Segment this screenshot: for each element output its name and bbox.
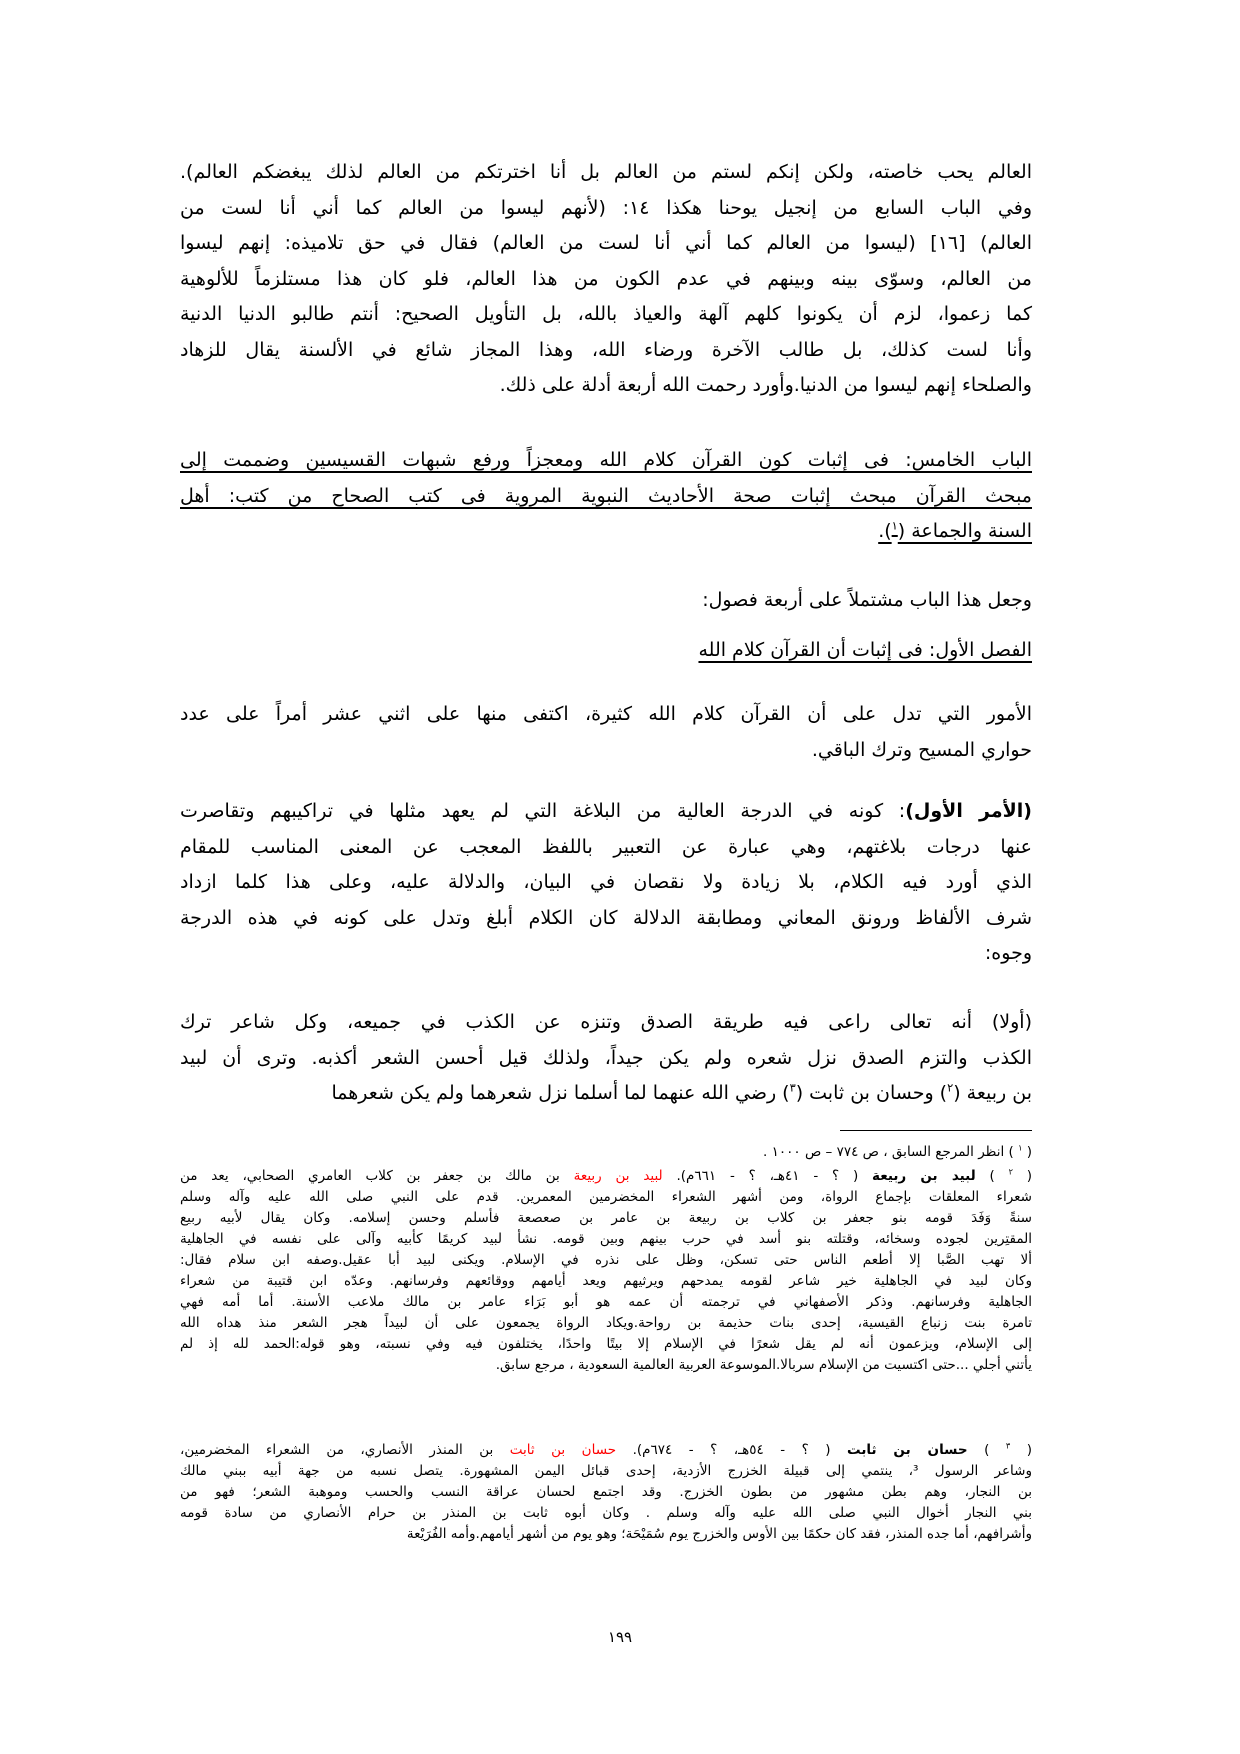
- text-segment: الفصل الأول: فى إثبات أن القرآن كلام الله: [698, 639, 1032, 661]
- text-line: [180, 368, 1032, 404]
- text-segment: حواري المسيح وترك الباقي.: [811, 738, 1032, 761]
- bold-term: (الأمر الأول): [905, 800, 1032, 822]
- text-segment: (: [1012, 1168, 1032, 1184]
- text-segment: وفي الباب السابع من إنجيل يوحنا هكذا ١٤: (لأنهم ليسوا من العالم كما أني أنا لست من: [180, 196, 1032, 219]
- text-line: [180, 1334, 1032, 1355]
- text-segment: كما زعموا، لزم أن يكونوا كلهم آلهة والعياذ بالله، بل التأويل الصحيح: أنتم طالبو الدنيا الدنية: [180, 303, 1032, 325]
- section-heading: [180, 633, 1032, 669]
- text-segment: ): [967, 1442, 1006, 1458]
- footnote-marker: ١: [1018, 1142, 1023, 1153]
- text-segment: يأتني أجلي ...حتى اكتسيت من الإسلام سربالا.الموسوعة العربية العالمية السعودية ، مرجع سابق.: [495, 1357, 1032, 1373]
- text-line: [180, 514, 1032, 550]
- text-line: [180, 443, 1032, 479]
- text-line: [180, 191, 1032, 227]
- text-segment: وكان لبيد في الجاهلية خير شاعر لقومه يمدحهم ويرثيهم ويعد أيامهم ووقائعهم وفرسانهم. وعدّه ابن قتيبة من شعراء: [180, 1273, 1032, 1289]
- text-segment: العالم يحب خاصته، ولكن إنكم لستم من العالم بل أنا اخترتكم من العالم لذلك يبغضكم العالم).: [180, 161, 1032, 183]
- paragraph-firstly: [180, 1005, 1032, 1112]
- text-line: [180, 865, 1032, 901]
- text-line: [180, 794, 1032, 830]
- text-segment: إلى الإسلام، ويزعمون أنه لم يقل شعرًا في الإسلام إلا بيتًا واحدًا، يختلفون فيه وفي نسبته، وهو قوله:الحمد لله إذ لم: [180, 1336, 1032, 1352]
- text-line: [180, 1208, 1032, 1229]
- text-line: [180, 155, 1032, 191]
- text-line: [180, 1524, 1032, 1545]
- text-segment: ألا تهب الصَّبا إلا أطعم الناس حتى تسكن، وظل على نذره في الإسلام. ويكنى لبيد أبا عقيل.وصفه ابن سلام فقال:: [180, 1252, 1032, 1268]
- text-line: [180, 733, 1032, 769]
- text-segment: : كونه في الدرجة العالية من البلاغة التي لم يعهد مثلها في تراكيبهم وتقاصرت: [180, 800, 906, 822]
- text-line: [180, 1482, 1032, 1503]
- text-line: [180, 633, 1032, 669]
- text-segment: بن ربيعة (: [953, 1082, 1032, 1104]
- text-line: [180, 1076, 1032, 1112]
- text-line: [180, 1355, 1032, 1376]
- text-line: [180, 1187, 1032, 1208]
- text-segment: شرف الألفاظ ورونق المعاني ومطابقة الدلالة كان الكلام أبلغ وتدل على كونه في هذه الدرجة: [180, 906, 1032, 929]
- footnote-2: [180, 1166, 1032, 1376]
- text-segment: ( ؟ - ٤١هـ، ؟ - ٦٦١م).: [662, 1168, 873, 1184]
- text-segment: العالم) [١٦] (ليسوا من العالم كما أني أنا لست من العالم) فقال في حق تلاميذه: إنهم ليسوا: [180, 232, 1032, 254]
- text-segment: (: [1010, 1442, 1032, 1458]
- footnote-marker: ١: [891, 518, 898, 533]
- text-line: [180, 697, 1032, 733]
- text-line: [180, 936, 1032, 972]
- highlighted-name: لبيد بن ربيعة: [573, 1168, 663, 1184]
- text-segment: السنة والجماعة (: [897, 520, 1032, 542]
- footnote-3: [180, 1440, 1032, 1545]
- text-line: [180, 1461, 1032, 1482]
- text-line: [180, 830, 1032, 866]
- text-line: [180, 583, 1032, 619]
- paragraph-chapter-outline: [180, 583, 1032, 619]
- text-segment: وجوه:: [984, 942, 1032, 964]
- footnote-marker: ٢: [1008, 1166, 1013, 1177]
- bold-term: حسان بن ثابت: [847, 1442, 968, 1458]
- footnote-separator: [840, 1130, 1032, 1131]
- text-segment: الأمور التي تدل على أن القرآن كلام الله كثيرة، اكتفى منها على اثني عشر أمراً على عدد: [180, 703, 1032, 725]
- text-line: [180, 262, 1032, 298]
- text-line: [180, 1440, 1032, 1461]
- text-line: [180, 1271, 1032, 1292]
- text-segment: بني النجار أخوال النبي صلى الله عليه وآله وسلم . وكان أبوه ثابت بن المنذر بن حرام الأنصاري من سادة قومه: [180, 1505, 1032, 1521]
- text-segment: (: [1022, 1144, 1032, 1160]
- text-segment: ) وحسان بن ثابت (: [795, 1082, 948, 1104]
- text-segment: الذي أورد فيه الكلام، بلا زيادة ولا نقصان في البيان، والدلالة عليه، وعلى هذا كلما ازداد: [180, 871, 1032, 893]
- text-segment: ).: [878, 520, 892, 542]
- text-segment: سنةً وَفَدَ قومه بنو جعفر بن كلاب بن ربيعة بن عامر بن صعصعة فأسلم وحسن إسلامه. وكان يقال لأبيه ربيع: [180, 1210, 1032, 1226]
- text-segment: الكذب والتزم الصدق نزل شعره ولم يكن جيداً، ولذلك قيل أحسن الشعر أكذبه. وترى أن لبيد: [180, 1046, 1032, 1069]
- text-segment: من العالم، وسوّى بينه وبينهم في عدم الكون من هذا العالم، فلو كان هذا مستلزماً للألوهية: [180, 267, 1032, 290]
- text-line: [180, 1005, 1032, 1041]
- text-segment: وأشرافهم، أما جده المنذر، فقد كان حكمًا بين الأوس والخزرج يوم سُمَيْحَة؛ وهو يوم من أشهر أيامهم.وأمه الفُرَيْعة: [406, 1526, 1032, 1542]
- text-segment: بن المنذر الأنصاري، من الشعراء المخضرمين،: [180, 1442, 510, 1458]
- text-segment: ): [975, 1168, 1009, 1184]
- text-line: [180, 1229, 1032, 1250]
- paragraph-first-matter: [180, 794, 1032, 972]
- text-line: [180, 297, 1032, 333]
- text-segment: وجعل هذا الباب مشتملاً على أربعة فصول:: [702, 589, 1032, 611]
- chapter-heading: [180, 443, 1032, 550]
- text-segment: تامرة بنت زنباع القيسية، إحدى بنات حذيمة بن رواحة.ويكاد الرواة يجمعون على أن لبيداً هجر الشعر منذ هداه الله: [180, 1315, 1032, 1331]
- text-segment: وشاعر الرسول ³، ينتمي إلى قبيلة الخزرج الأزدية، إحدى قبائل اليمن المشهورة. يتصل نسبه من جهة أبيه ببني مالك: [180, 1463, 1032, 1479]
- text-segment: والصلحاء إنهم ليسوا من الدنيا.وأورد رحمت الله أربعة أدلة على ذلك.: [499, 374, 1032, 396]
- text-line: [180, 901, 1032, 937]
- paragraph-intro: [180, 155, 1032, 404]
- text-segment: ) رضي الله عنهما لما أسلما نزل شعرهما ولم يكن شعرهما: [331, 1082, 790, 1104]
- text-line: [180, 226, 1032, 262]
- text-line: [180, 1041, 1032, 1077]
- paragraph-matters: [180, 697, 1032, 768]
- highlighted-name: حسان بن ثابت: [509, 1442, 617, 1458]
- text-line: [180, 1503, 1032, 1524]
- text-line: [180, 1166, 1032, 1187]
- text-segment: بن مالك بن جعفر بن كلاب العامري الصحابي، يعد من: [180, 1168, 574, 1184]
- text-segment: الباب الخامس: فى إثبات كون القرآن كلام الله ومعجزاً ورفع شبهات القسيسين وضممت إلى: [180, 449, 1032, 471]
- text-line: [180, 1250, 1032, 1271]
- footnote-marker: ٣: [1005, 1440, 1011, 1451]
- text-segment: شعراء المعلقات بإجماع الرواة، ومن أشهر الشعراء المخضرمين المعمرين. قدم على النبي صلى الله عليه وآله وسلم: [180, 1189, 1032, 1205]
- text-segment: ) انظر المرجع السابق ، ص ٧٧٤ – ص ١٠٠٠ .: [763, 1144, 1019, 1160]
- text-segment: مبحث القرآن مبحث إثبات صحة الأحاديث النبوية المروية فى كتب الصحاح من كتب: أهل: [180, 484, 1032, 507]
- footnote-marker: ٢: [947, 1080, 954, 1095]
- text-segment: بن النجار، وهم بطن مشهور من بطون الخزرج. وقد اجتمع لحسان عراقة النسب والحسب وموهبة الشعر؛ فهو من: [180, 1484, 1032, 1500]
- text-line: [180, 1313, 1032, 1334]
- text-line: [180, 479, 1032, 515]
- text-segment: المقتِرين لجوده وسخائه، وقتلته بنو أسد في حرب بينهم وبين قومه. نشأ لبيد كريمًا كأبيه وآلى على نفسه في الجاهلية: [180, 1231, 1032, 1247]
- bold-term: لبيد بن ربيعة: [872, 1168, 976, 1184]
- footnote-1: [180, 1142, 1032, 1163]
- text-segment: الجاهلية وفرسانهم. وذكر الأصفهاني في ترجمته أن عمه هو أبو بَرَاء عامر بن مالك ملاعب الأسنة. أما أمه فهي: [180, 1294, 1032, 1310]
- footnote-marker: ٣: [789, 1080, 796, 1095]
- text-segment: وأنا لست كذلك، بل طالب الآخرة ورضاء الله، وهذا المجاز شائع في الألسنة يقال للزهاد: [180, 338, 1032, 361]
- text-segment: ( ؟ - ٥٤هـ، ؟ - ٦٧٤م).: [616, 1442, 848, 1458]
- text-segment: عنها درجات بلاغتهم، وهي عبارة عن التعبير باللفظ المعجب عن المعنى المناسب للمقام: [180, 835, 1032, 858]
- text-line: [180, 333, 1032, 369]
- text-line: [180, 1142, 1032, 1163]
- page-number: ١٩٩: [607, 1628, 633, 1646]
- text-line: [180, 1292, 1032, 1313]
- text-segment: (أولا) أنه تعالى راعى فيه طريقة الصدق وتنزه عن الكذب في جميعه، وكل شاعر ترك: [180, 1011, 1032, 1033]
